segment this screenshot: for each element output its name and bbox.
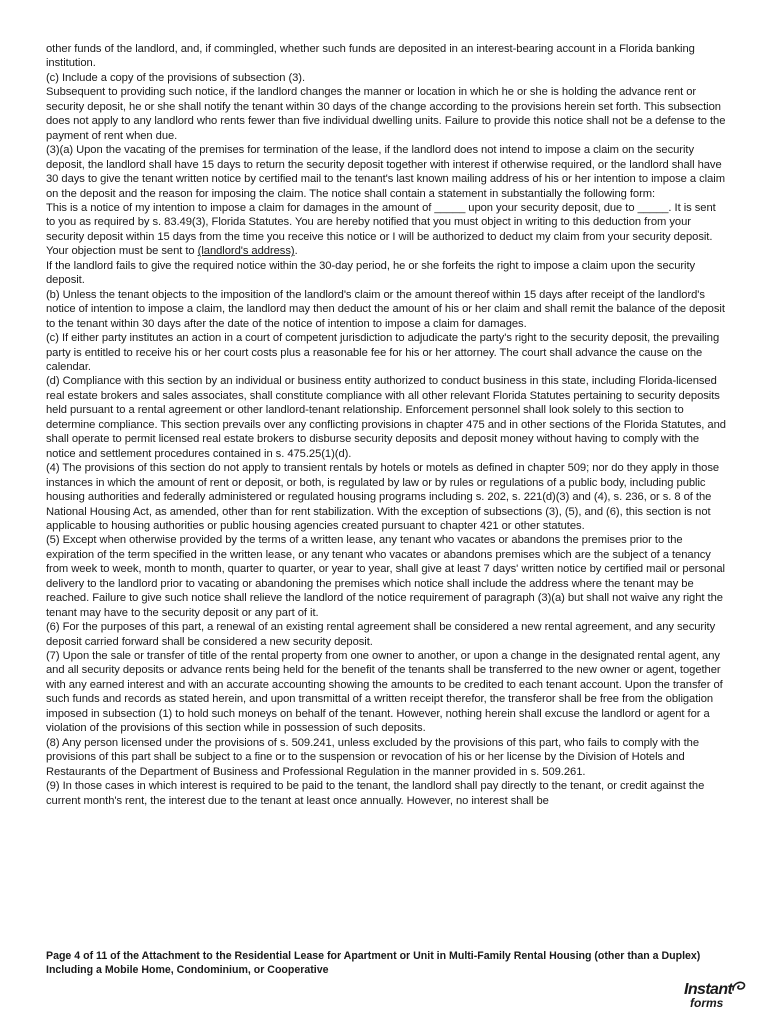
logo-wordmark-bottom: forms xyxy=(690,996,724,1010)
paragraph-subsequent-notice: Subsequent to providing such notice, if the landlord changes the manner or location in which he or she is holding the advance rent or security deposit, he or she shall notify the tenant within 30 days of the change according to the provisions herein set forth. This subsection does not apply to any landlord who rents fewer than five individual dwelling units. Failure to provide this notice shall not be a defense to the payment of rent when due. xyxy=(46,86,726,142)
paragraph-3a: (3)(a) Upon the vacating of the premises for termination of the lease, if the landlord does not intend to impose a claim on the security deposit, the landlord shall have 15 days to return the security deposit together with interest if otherwise required, or the landlord shall have 30 days to give the tenant written notice by certified mail to the tenant's last known mailing address of his or her intention to impose a claim on the deposit and the reason for imposing the claim. The notice shall contain a statement in substantially the following form: xyxy=(46,144,725,200)
paragraph-funds-commingled: other funds of the landlord, and, if commingled, whether such funds are deposited in an interest-bearing account in a Florida banking institution. xyxy=(46,43,695,70)
paragraph-3b: (b) Unless the tenant objects to the imposition of the landlord's claim or the amount thereof within 15 days after receipt of the landlord's notice of intention to impose a claim, the landlord may then deduct the amount of his or her claim and shall remit the balance of the deposit to the tenant within 30 days after the date of the notice of intention to impose a claim for damages. xyxy=(46,288,725,330)
paragraph-5: (5) Except when otherwise provided by the terms of a written lease, any tenant who vacates or abandons the premises prior to the expiration of the term specified in the written lease, or any tenant who vacates or abandons premises which are the subject of a tenancy from week to week, month to month, quarter to quarter, or year to year, shall give at least 7 days' written notice by certified mail or personal delivery to the landlord prior to vacating or abandoning the premises which notice shall include the address where the tenant may be reached. Failure to give such notice shall relieve the landlord of the notice requirement of paragraph (3)(a) but shall not waive any right the tenant may have to the security deposit or any part of it. xyxy=(46,534,725,619)
paragraph-4: (4) The provisions of this section do not apply to transient rentals by hotels or motels as defined in chapter 509; nor do they apply in those instances in which the amount of rent or deposit, or both, is regulated by law or by rules or regulations of a public body, including public housing authorities and federally administered or regulated housing programs including s. 202, s. 221(d)(3) and (4), s. 236, or s. 8 of the National Housing Act, as amended, other than for rent stabilization. With the exception of subsections (3), (5), and (6), this section is not applicable to housing authorities or public housing agencies created pursuant to chapter 421 or other statutes. xyxy=(46,462,720,532)
notice-landlord-address: (landlord's address) xyxy=(197,245,295,258)
paragraph-2c: (c) Include a copy of the provisions of subsection (3). xyxy=(46,71,306,84)
page-footer: Page 4 of 11 of the Attachment to the Residential Lease for Apartment or Unit in Multi-Family Rental Housing (other than a Duplex) Including a Mobile Home, Condominium, or Cooperative xyxy=(46,950,701,976)
logo-wordmark-top: Instant xyxy=(684,981,733,998)
paragraph-8: (8) Any person licensed under the provisions of s. 509.241, unless excluded by the provisions of this part, who fails to comply with the provisions of this part shall be subject to a fine or to the suspension or revocation of his or her license by the Division of Hotels and Restaurants of the Department of Business and Professional Regulation in the manner provided in s. 509.261. xyxy=(46,736,700,778)
notice-text-after: . xyxy=(294,245,298,258)
paragraph-7: (7) Upon the sale or transfer of title of the rental property from one owner to another, or upon a change in the designated rental agent, any and all security deposits or advance rents being held for the benefit of the tenants shall be transferred to the new owner or agent, together with any earned interest and with an accurate accounting showing the amounts to be credited to each tenant account. Upon the transfer of such funds and records as stated herein, and upon transmittal of a written receipt therefor, the transferor shall be free from the obligation imposed in subsection (1) to hold such moneys on behalf of the tenant. However, nothing herein shall excuse the landlord or agent for a violation of the provisions of this section while in possession of such deposits. xyxy=(46,650,723,735)
paragraph-9: (9) In those cases in which interest is required to be paid to the tenant, the landlord shall pay directly to the tenant, or credit against the current month's rent, the interest due to the tenant at least once annually. However, no interest shall be xyxy=(46,780,705,807)
paragraph-3c: (c) If either party institutes an action in a court of competent jurisdiction to adjudicate the party's right to the security deposit, the prevailing party is entitled to receive his or her court costs plus a reasonable fee for his or her attorney. The court shall advance the cause on the calendar. xyxy=(46,332,720,373)
logo-swirl-icon xyxy=(730,978,748,996)
document-body xyxy=(46,42,726,808)
paragraph-notice-form xyxy=(46,201,726,259)
paragraph-3d: (d) Compliance with this section by an individual or business entity authorized to conduct business in this state, including Florida-licensed real estate brokers and sales associates, shall constitute compliance with all other relevant Florida Statutes pertaining to security deposits held pursuant to a rental agreement or other landlord-tenant relationship. Enforcement personnel shall look solely to this section to determine compliance. This section prevails over any conflicting provisions in chapter 475 and in other sections of the Florida Statutes, and shall operate to permit licensed real estate brokers to disburse security deposits and deposit money without having to comply with the notice and settlement procedures contained in s. 475.25(1)(d). xyxy=(46,375,726,460)
paragraph-forfeit: If the landlord fails to give the required notice within the 30-day period, he or she forfeits the right to impose a claim upon the security deposit. xyxy=(46,259,696,287)
notice-text-before: This is a notice of my intention to impose a claim for damages in the amount of _____ upon your security deposit, due to _____. It is sent to you as required by s. 83.49(3), Florida Statutes. You are hereby notified that you must object in writing to this deduction from your security deposit within 15 days from the time you receive this notice or I will be authorized to deduct my claim from your security deposit. Your objection must be sent to xyxy=(46,201,716,258)
paragraph-6: (6) For the purposes of this part, a renewal of an existing rental agreement shall be considered a new rental agreement, and any security deposit carried forward shall be considered a new security deposit. xyxy=(46,621,716,648)
instantforms-logo xyxy=(684,982,756,1014)
